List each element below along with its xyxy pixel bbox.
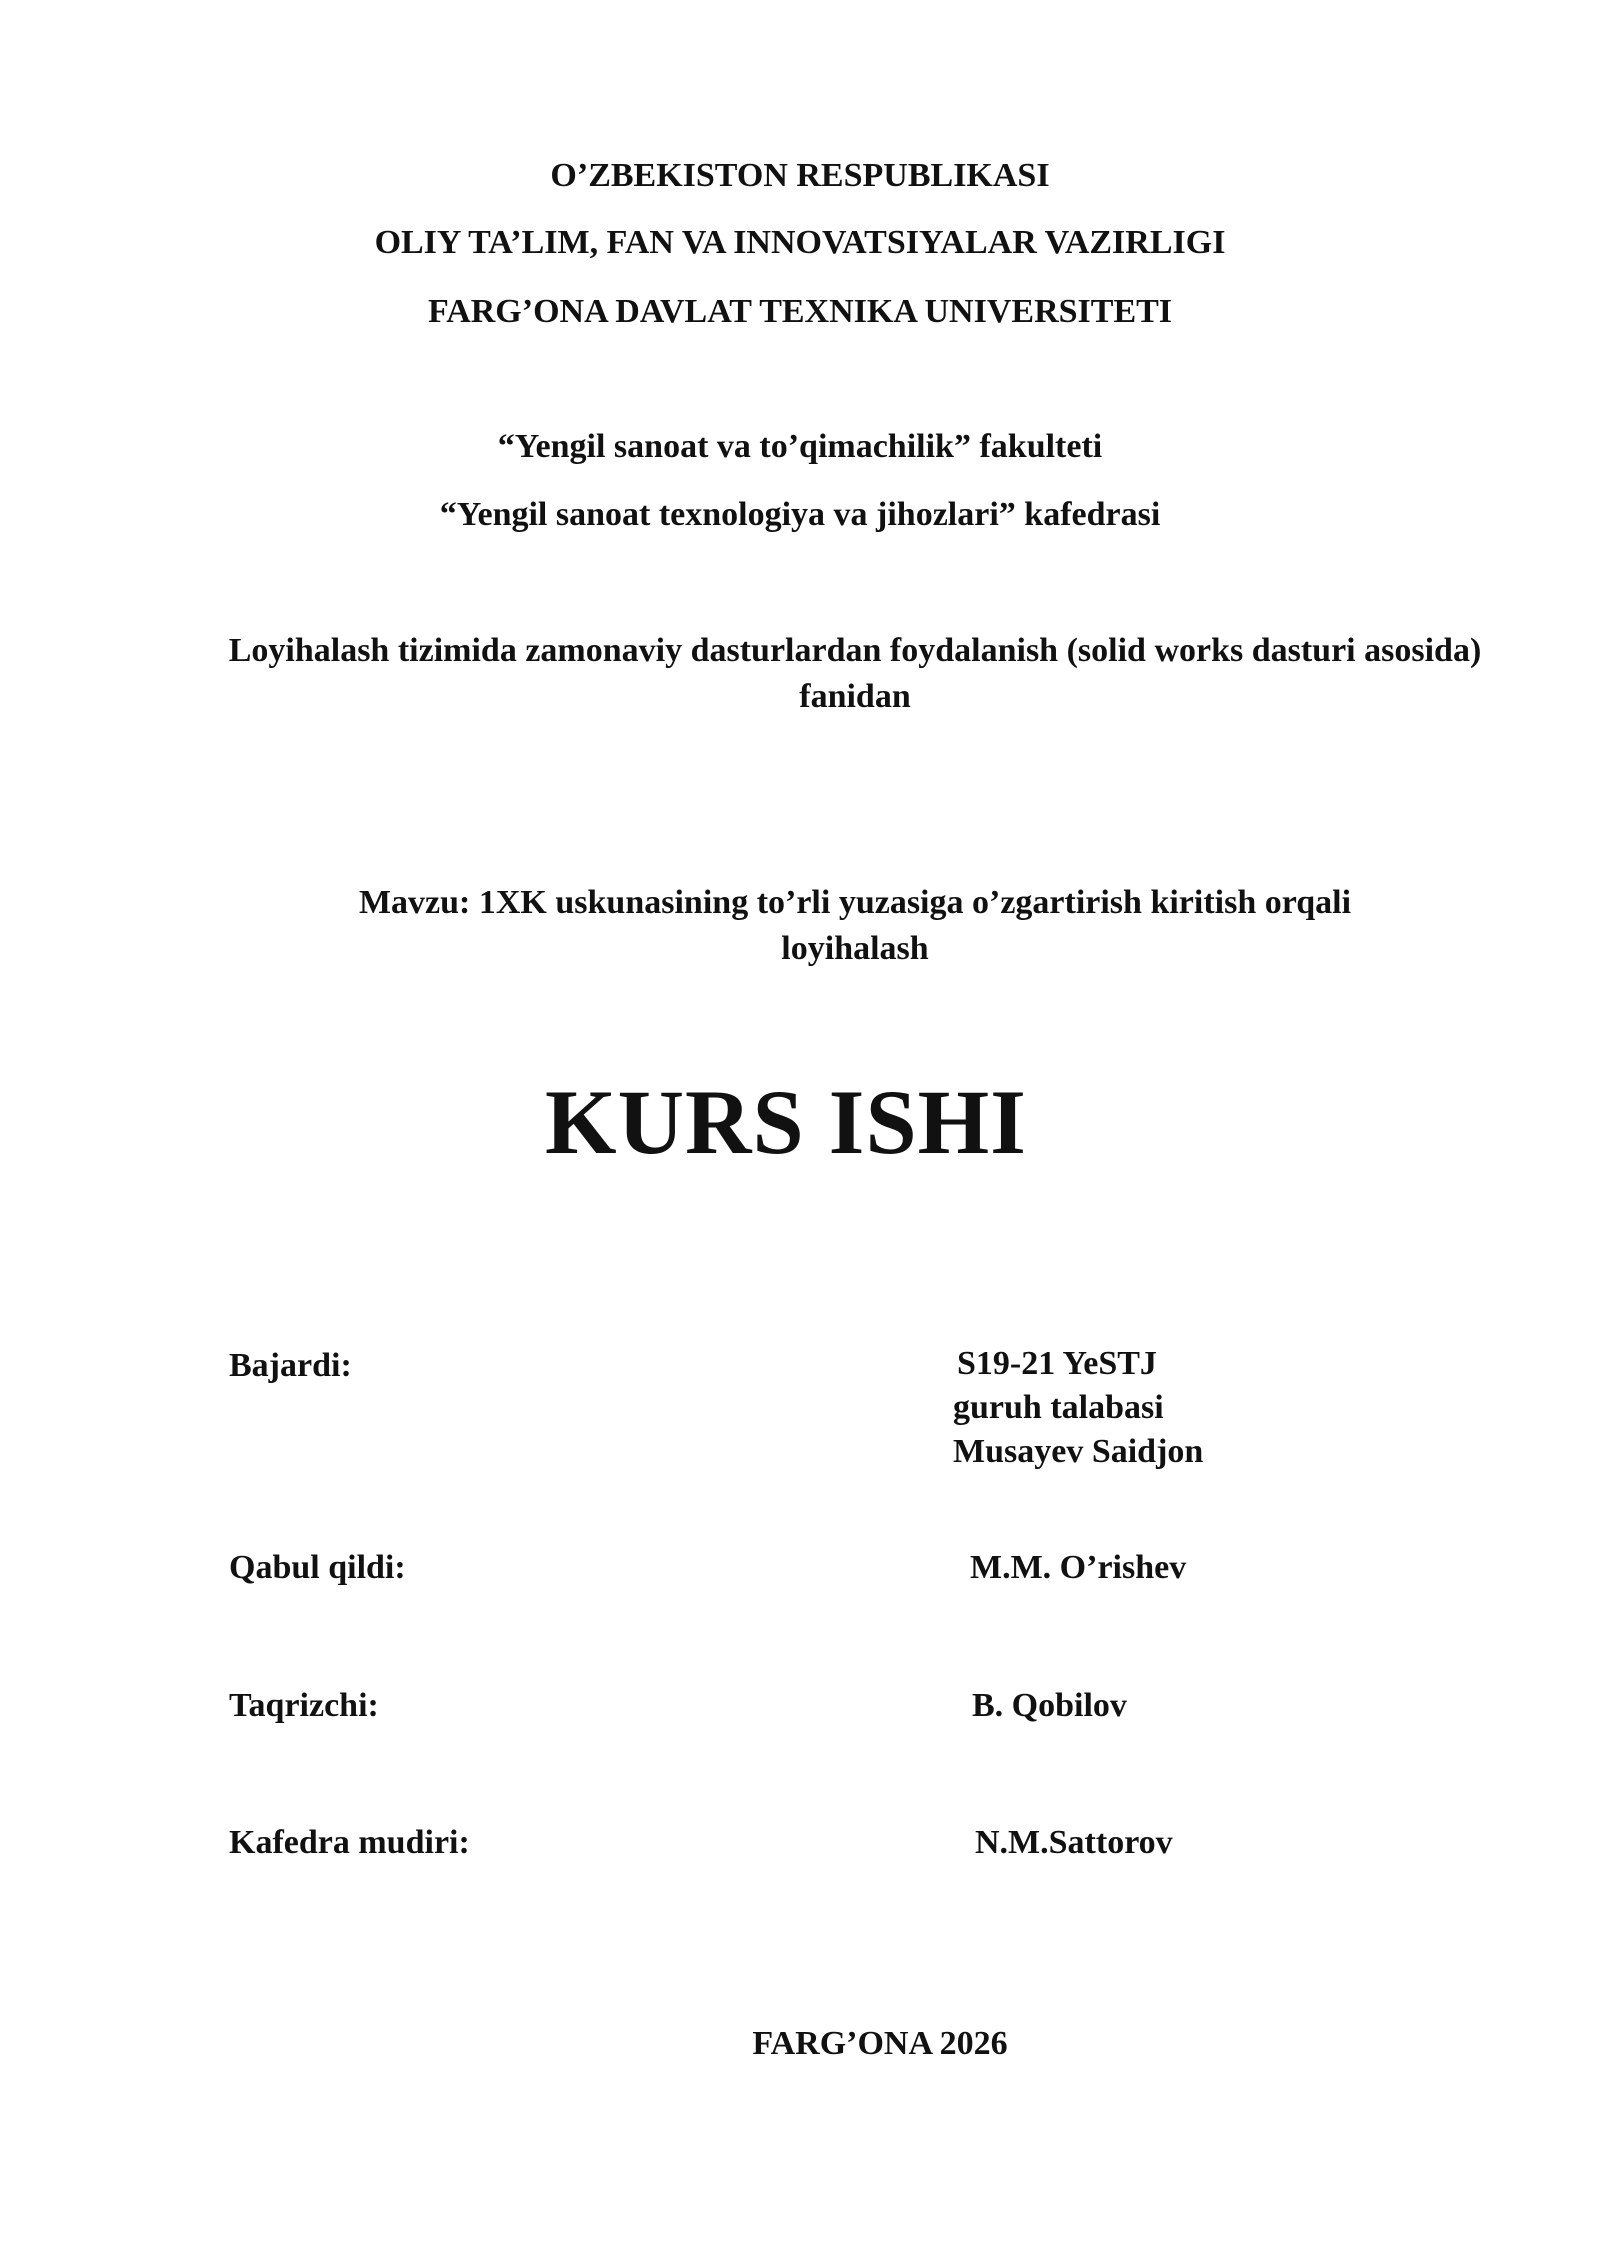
ministry-heading: OLIY TA’LIM, FAN VA INNOVATSIYALAR VAZIRLIGI [374, 224, 1226, 261]
department-line: “Yengil sanoat texnologiya va jihozlari” kafedrasi [439, 496, 1161, 533]
faculty-line: “Yengil sanoat va to’qimachilik” fakulteti [497, 428, 1103, 465]
performer-name: Musayev Saidjon [953, 1433, 1204, 1470]
performer-label: Bajardi: [229, 1347, 352, 1384]
country-heading: O’ZBEKISTON RESPUBLIKASI [550, 157, 1050, 194]
accepted-name: M.M. O’rishev [970, 1549, 1187, 1586]
topic-line: Mavzu: 1XK uskunasining to’rli yuzasiga o’zgartirish kiritish orqali loyihalash [358, 884, 1352, 967]
subject-line: Loyihalash tizimida zamonaviy dasturlardan foydalanish (solid works dasturi asosida) fanidan [228, 632, 1482, 715]
university-heading: FARG’ONA DAVLAT TEXNIKA UNIVERSITETI [427, 293, 1173, 330]
head-name: N.M.Sattorov [975, 1824, 1173, 1861]
reviewer-name: B. Qobilov [972, 1687, 1127, 1724]
performer-group: S19-21 YeSTJ [957, 1345, 1157, 1382]
reviewer-label: Taqrizchi: [229, 1687, 379, 1724]
performer-status: guruh talabasi [953, 1389, 1164, 1426]
accepted-label: Qabul qildi: [229, 1549, 406, 1586]
head-label: Kafedra mudiri: [229, 1824, 470, 1861]
place-year: FARG’ONA 2026 [752, 2025, 1008, 2062]
page-title: KURS ISHI [545, 1071, 1027, 1173]
